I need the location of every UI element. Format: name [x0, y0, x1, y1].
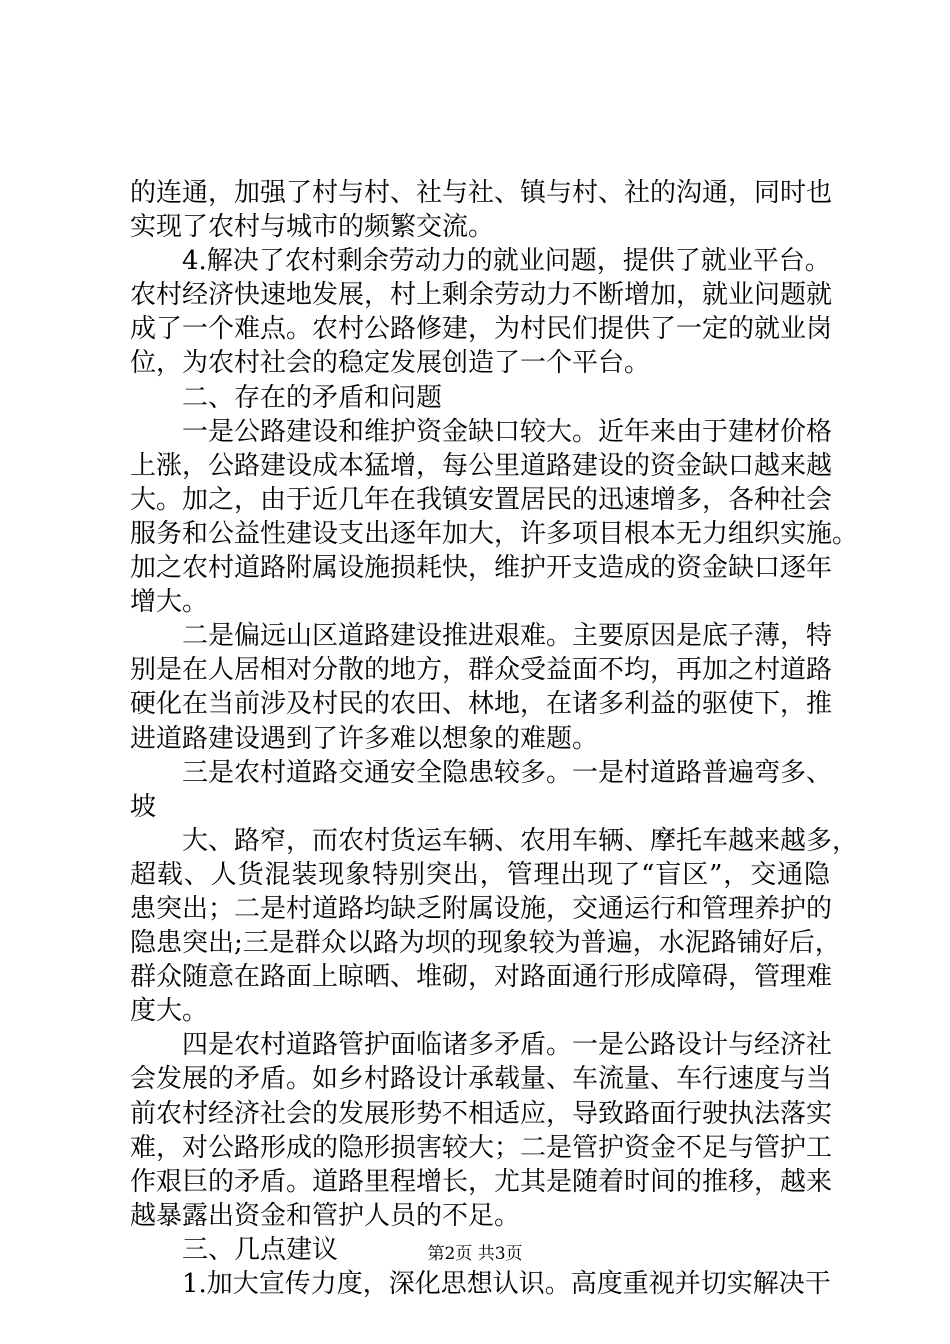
text-line: 别是在人居相对分散的地方，群众受益面不均，再加之村道路 [130, 655, 833, 686]
document-body [130, 176, 859, 1301]
text-line: 越暴露出资金和管护人员的不足。 [130, 1200, 521, 1231]
text-line: 隐患突出;三是群众以路为坝的现象较为普遍，水泥路铺好后， [130, 928, 841, 959]
text-line: 坡 [130, 791, 157, 822]
text-line: 度大。 [130, 996, 209, 1027]
text-line: 大。加之，由于近几年在我镇安置居民的迅速增多，各种社会 [130, 484, 833, 515]
text-line: 大、路窄，而农村货运车辆、农用车辆、摩托车越来越多， [182, 825, 859, 856]
section-heading: 二、存在的矛盾和问题 [182, 382, 443, 413]
text-line: 成了一个难点。农村公路修建，为村民们提供了一定的就业岗 [130, 314, 833, 345]
text-line: 四是农村道路管护面临诸多矛盾。一是公路设计与经济社 [182, 1030, 833, 1061]
text-line: 一是公路建设和维护资金缺口较大。近年来由于建材价格 [182, 416, 833, 447]
text-line: 患突出；二是村道路均缺乏附属设施，交通运行和管理养护的 [130, 893, 833, 924]
text-line: 超载、人货混装现象特别突出，管理出现了“盲区”，交通隐 [130, 859, 830, 890]
text-line: 的连通，加强了村与村、社与社、镇与村、社的沟通，同时也 [130, 178, 833, 208]
text-line: 增大。 [130, 587, 209, 618]
page-footer: 第2页 共3页 [427, 1244, 523, 1264]
text-line: 4.解决了农村剩余劳动力的就业问题，提供了就业平台。 [182, 246, 831, 277]
text-line: 会发展的矛盾。如乡村路设计承载量、车流量、车行速度与当 [130, 1064, 833, 1095]
section-heading: 三、几点建议 [182, 1234, 339, 1265]
text-line: 作艰巨的矛盾。道路里程增长，尤其是随着时间的推移，越来 [130, 1166, 833, 1197]
text-line: 进道路建设遇到了许多难以想象的难题。 [130, 723, 599, 754]
text-line: 二是偏远山区道路建设推进艰难。主要原因是底子薄，特 [182, 621, 833, 652]
text-line: 农村经济快速地发展，村上剩余劳动力不断增加，就业问题就 [130, 280, 833, 311]
text-line: 实现了农村与城市的频繁交流。 [130, 212, 495, 243]
text-line: 难，对公路形成的隐形损害较大；二是管护资金不足与管护工 [130, 1132, 833, 1163]
text-line: 前农村经济社会的发展形势不相适应，导致路面行驶执法落实 [130, 1098, 833, 1129]
text-line: 位，为农村社会的稳定发展创造了一个平台。 [130, 348, 651, 379]
text-line: 群众随意在路面上晾晒、堆砌，对路面通行形成障碍，管理难 [130, 962, 833, 993]
text-line: 1.加大宣传力度，深化思想认识。高度重视并切实解决干 [182, 1269, 831, 1299]
text-line: 三是农村道路交通安全隐患较多。一是村道路普遍弯多、 [182, 757, 833, 788]
text-line: 加之农村道路附属设施损耗快，维护开支造成的资金缺口逐年 [130, 553, 833, 584]
text-line: 硬化在当前涉及村民的农田、林地，在诸多利益的驱使下，推 [130, 689, 833, 720]
text-line: 服务和公益性建设支出逐年加大，许多项目根本无力组织实施。 [130, 518, 859, 549]
text-line: 上涨，公路建设成本猛增，每公里道路建设的资金缺口越来越 [130, 450, 833, 481]
